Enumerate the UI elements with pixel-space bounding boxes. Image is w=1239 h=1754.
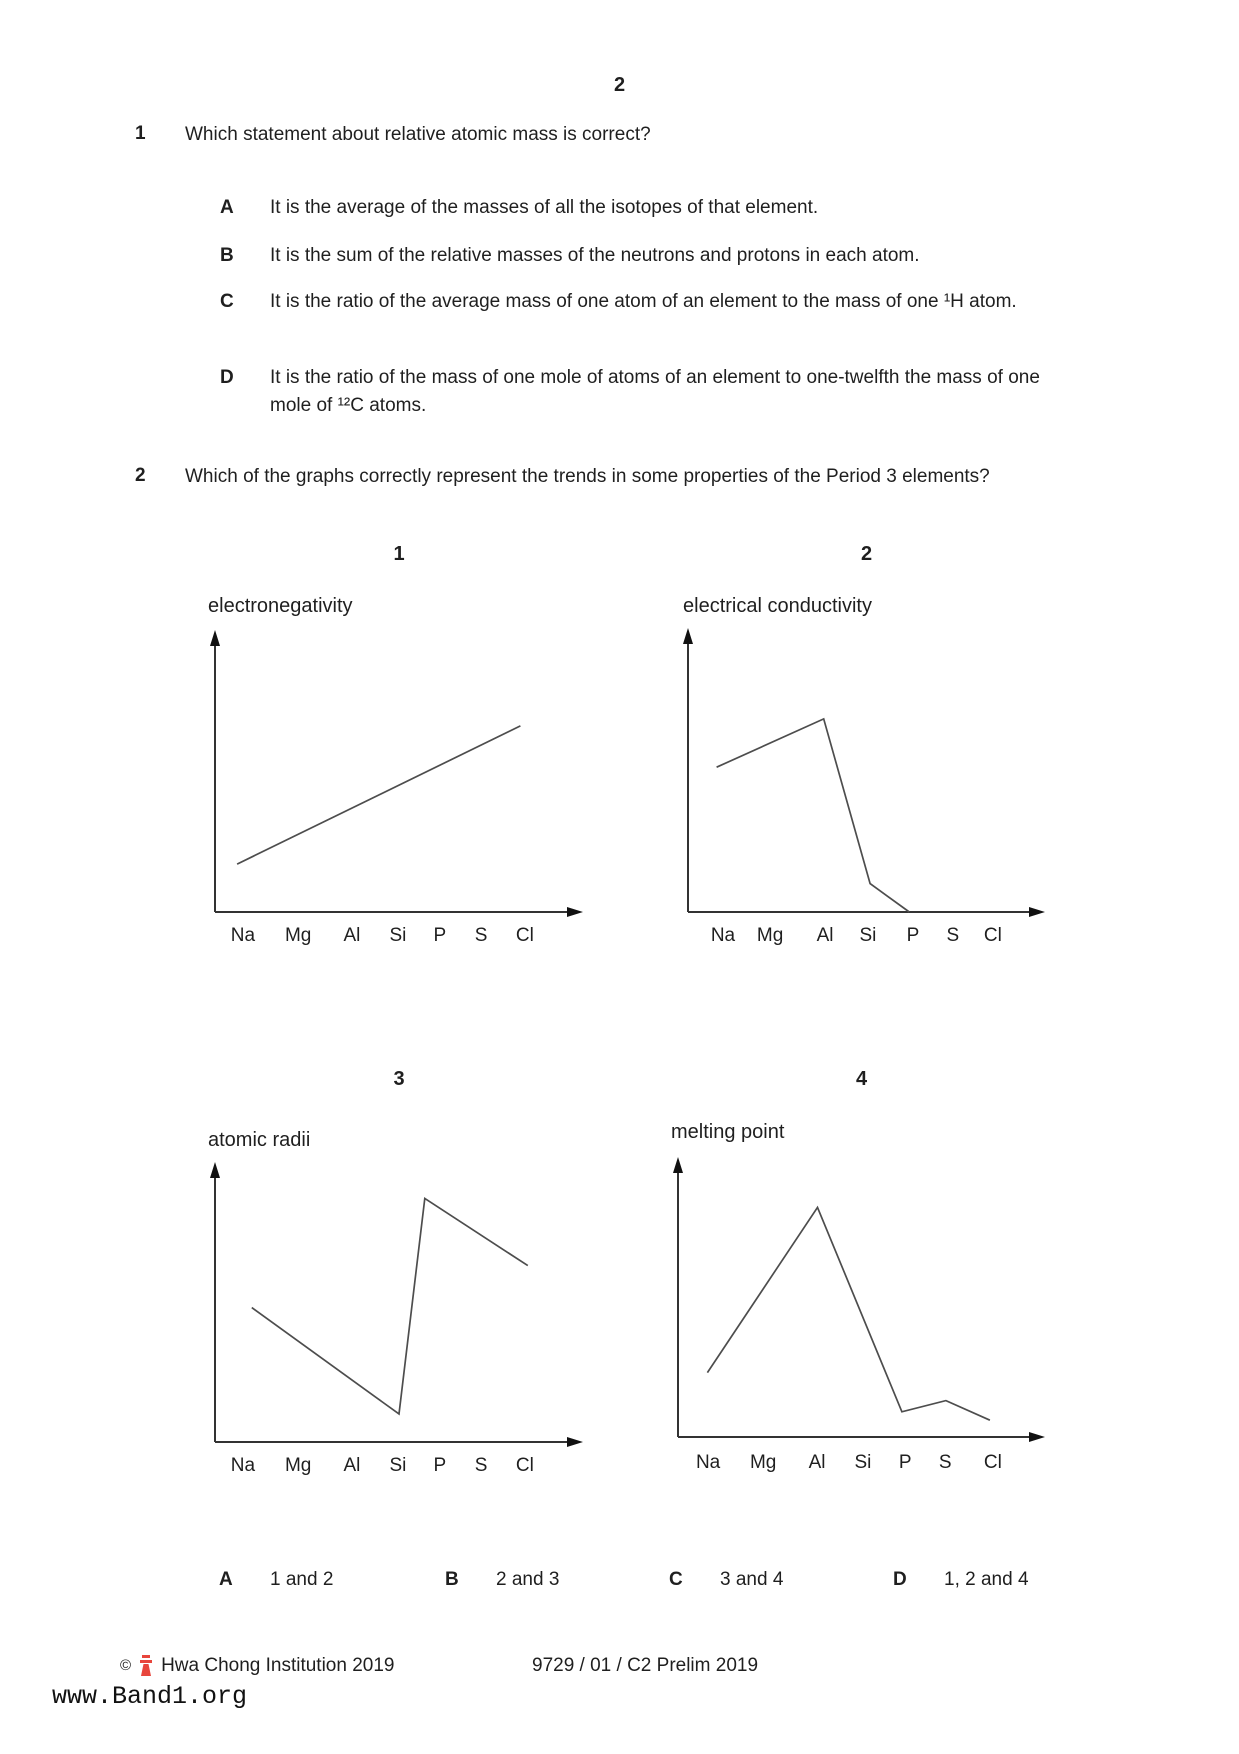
q2-answer-b-text: 2 and 3 [496,1569,560,1590]
graph-4-number: 4 [855,1068,868,1090]
q1-option-c-letter: C [220,291,234,312]
x-tick-mg: Mg [749,1452,777,1473]
graph-1-electronegativity [185,535,605,967]
q2-answer-b-letter: B [445,1569,459,1590]
hwa-chong-logo-icon [138,1655,154,1677]
x-tick-al: Al [816,925,834,946]
page-number: 2 [613,74,626,96]
question-2-text: Which of the graphs correctly represent the trends in some properties of the Period 3 elements? [185,466,990,487]
copyright-icon: © [120,1657,132,1674]
x-tick-na: Na [230,1455,256,1476]
q2-answer-a-letter: A [219,1569,233,1590]
watermark-url: www.Band1.org [52,1682,248,1711]
question-1-text: Which statement about relative atomic mass is correct? [185,124,651,145]
x-tick-mg: Mg [284,1455,312,1476]
graph-4-axis-title: melting point [671,1121,785,1143]
x-tick-na: Na [710,925,736,946]
x-tick-na: Na [695,1452,721,1473]
graph-4-plot [660,1060,1080,1492]
x-tick-p: P [433,1455,447,1476]
graph-1-axis-title: electronegativity [208,595,353,617]
footer-institution: Hwa Chong Institution 2019 [161,1655,395,1676]
graph-2-electrical-conductivity [660,535,1080,967]
x-tick-mg: Mg [284,925,312,946]
graph-2-axis-title: electrical conductivity [683,595,872,617]
q2-answer-a-text: 1 and 2 [270,1569,334,1590]
x-tick-s: S [474,925,488,946]
q1-option-d-letter: D [220,367,234,388]
x-tick-p: P [906,925,920,946]
graph-2-number: 2 [860,543,873,565]
x-tick-al: Al [343,1455,361,1476]
q1-option-c-text: It is the ratio of the average mass of one atom of an element to the mass of one ¹H atom. [270,291,1017,312]
q2-answer-d-text: 1, 2 and 4 [944,1569,1029,1590]
graph-3-plot [185,1060,605,1492]
x-tick-mg: Mg [756,925,784,946]
q2-answer-c-letter: C [669,1569,683,1590]
q1-option-b-letter: B [220,245,234,266]
footer-copyright [120,1655,395,1677]
graph-4-melting-point [660,1060,1080,1492]
q2-answer-c-text: 3 and 4 [720,1569,784,1590]
graph-3-number: 3 [393,1068,405,1090]
x-tick-p: P [433,925,447,946]
x-tick-s: S [474,1455,488,1476]
graph-3-atomic-radii [185,1060,605,1492]
question-2-number: 2 [135,465,146,486]
x-tick-cl: Cl [515,925,534,946]
q1-option-b-text: It is the sum of the relative masses of the neutrons and protons in each atom. [270,245,920,266]
graph-1-plot [185,535,605,967]
x-tick-si: Si [389,1455,407,1476]
q1-option-a-text: It is the average of the masses of all the isotopes of that element. [270,197,819,218]
graph-2-plot [660,535,1080,967]
x-tick-s: S [946,925,960,946]
graph-3-axis-title: atomic radii [208,1129,311,1151]
q2-answer-d-letter: D [893,1569,907,1590]
graph-1-number: 1 [393,543,405,565]
q1-option-d-text: It is the ratio of the mass of one mole of atoms of an element to one-twelfth the mass of one mole of ¹²C atoms. [270,367,1040,416]
x-tick-al: Al [808,1452,826,1473]
question-1-number: 1 [135,123,146,144]
x-tick-cl: Cl [983,1452,1002,1473]
x-tick-cl: Cl [983,925,1002,946]
footer-paper-code: 9729 / 01 / C2 Prelim 2019 [532,1655,759,1676]
x-tick-cl: Cl [515,1455,534,1476]
x-tick-si: Si [854,1452,872,1473]
x-tick-si: Si [859,925,877,946]
x-tick-p: P [898,1452,912,1473]
x-tick-al: Al [343,925,361,946]
q1-option-a-letter: A [220,197,234,218]
x-tick-na: Na [230,925,256,946]
x-tick-si: Si [389,925,407,946]
x-tick-s: S [938,1452,952,1473]
